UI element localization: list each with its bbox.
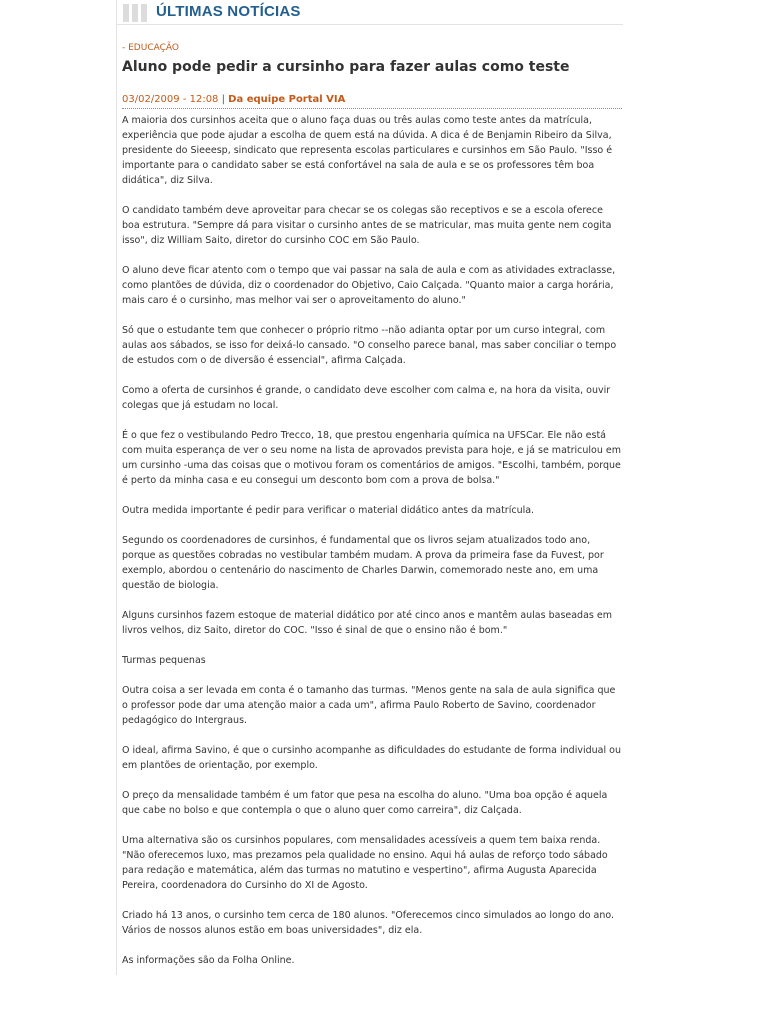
article-paragraph: Outra medida importante é pedir para verificar o material didático antes da matrícula. bbox=[122, 505, 535, 516]
article-paragraph: Uma alternativa são os cursinhos populares, com mensalidades acessíveis a quem tem baixa renda. "Não oferecemos luxo, mas prezamos pela qualidade no ensino. Aqui há aulas de reforço todo sábado para redação e matemática, além das turmas no matutino e vespertino", afirma Augusta Aparecida Pereira, coordenadora do Cursinho do XI de Agosto. bbox=[122, 835, 608, 891]
article-datetime: 03/02/2009 - 12:08 bbox=[122, 94, 219, 105]
article-paragraph: Segundo os coordenadores de cursinhos, é fundamental que os livros sejam atualizados todo ano, porque as questões cobradas no vestibular também mudam. A prova da primeira fase da Fuvest, por exemplo, abordou o centenário do nascimento de Charles Darwin, comemorado neste ano, em uma questão de biologia. bbox=[122, 535, 604, 591]
article-body bbox=[122, 113, 622, 968]
article-paragraph: O preço da mensalidade também é um fator que pesa na escolha do aluno. "Uma boa opção é aquela que cabe no bolso e que contempla o que o aluno quer como carreira", diz Calçada. bbox=[122, 790, 608, 816]
article-paragraph: É o que fez o vestibulando Pedro Trecco, 18, que prestou engenharia química na UFSCar. Ele não está com muita esperança de ver o seu nome na lista de aprovados prevista para hoje, e já se matriculou em um cursinho -uma das coisas que o motivou foram os comentários de amigos. "Escolhi, também, porque é perto da minha casa e eu consegui um desconto bom com a prova de bolsa." bbox=[122, 430, 621, 486]
article-paragraph: Outra coisa a ser levada em conta é o tamanho das turmas. "Menos gente na sala de aula significa que o professor pode dar uma atenção maior a cada um", afirma Paulo Roberto de Savino, coordenador pedagógico do Intergraus. bbox=[122, 685, 616, 726]
section-header bbox=[117, 0, 623, 25]
left-border-line bbox=[116, 0, 117, 975]
article-subheading: Turmas pequenas bbox=[122, 655, 206, 666]
article bbox=[122, 42, 622, 983]
article-paragraph: O aluno deve ficar atento com o tempo que vai passar na sala de aula e com as atividades extraclasse, como plantões de dúvida, diz o coordenador do Objetivo, Caio Calçada. "Quanto maior a carga horária, mais caro é o cursinho, mas melhor vai ser o aproveitamento do aluno." bbox=[122, 265, 616, 306]
article-paragraph: Alguns cursinhos fazem estoque de material didático por até cinco anos e mantêm aulas baseadas em livros velhos, diz Saito, diretor do COC. "Isso é sinal de que o ensino não é bom." bbox=[122, 610, 612, 636]
meta-separator: | bbox=[221, 94, 225, 105]
article-paragraph: O ideal, afirma Savino, é que o cursinho acompanhe as dificuldades do estudante de forma individual ou em plantões de orientação, por exemplo. bbox=[122, 745, 621, 771]
article-author[interactable]: Da equipe Portal VIA bbox=[228, 94, 346, 105]
article-category[interactable]: - EDUCAÇÃO bbox=[122, 43, 179, 53]
article-meta bbox=[122, 93, 622, 109]
article-paragraph: Só que o estudante tem que conhecer o próprio ritmo --não adianta optar por um curso integral, com aulas aos sábados, se isso for deixá-lo cansado. "O conselho parece banal, mas saber conciliar o tempo de estudos com o de diversão é essencial", afirma Calçada. bbox=[122, 325, 617, 366]
article-paragraph: O candidato também deve aproveitar para checar se os colegas são receptivos e se a escola oferece boa estrutura. "Sempre dá para visitar o cursinho antes de se matricular, mas muita gente nem cogita isso", diz William Saito, diretor do cursinho COC em São Paulo. bbox=[122, 205, 612, 246]
article-paragraph: A maioria dos cursinhos aceita que o aluno faça duas ou três aulas como teste antes da matrícula, experiência que pode ajudar a escolha de quem está na dúvida. A dica é de Benjamin Ribeiro da Silva, presidente do Sieeesp, sindicato que representa escolas particulares e cursinhos em São Paulo. "Isso é importante para o candidato saber se está confortável na sala de aula e se os professores têm boa didática", diz Silva. bbox=[122, 115, 613, 186]
article-paragraph: Criado há 13 anos, o cursinho tem cerca de 180 alunos. "Oferecemos cinco simulados ao longo do ano. Vários de nossos alunos estão em boas universidades", diz ela. bbox=[122, 910, 615, 936]
article-paragraph: As informações são da Folha Online. bbox=[122, 955, 295, 966]
article-paragraph: Como a oferta de cursinhos é grande, o candidato deve escolher com calma e, na hora da visita, ouvir colegas que já estudam no local. bbox=[122, 385, 611, 411]
section-title[interactable]: ÚLTIMAS NOTÍCIAS bbox=[156, 3, 301, 20]
header-bars-icon bbox=[123, 4, 150, 22]
article-headline: Aluno pode pedir a cursinho para fazer aulas como teste bbox=[122, 59, 570, 75]
